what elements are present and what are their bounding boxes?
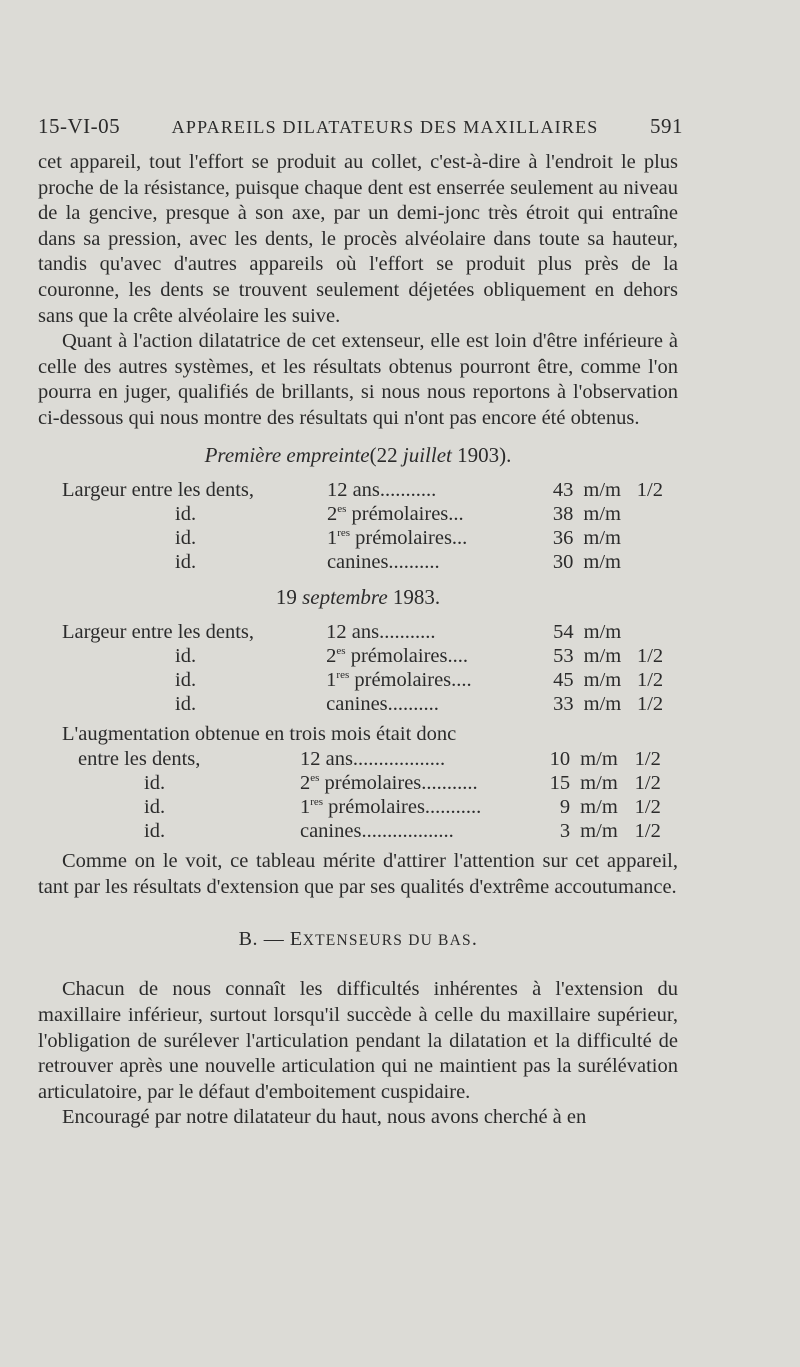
section-initial: E (289, 928, 303, 951)
table1-caption (38, 438, 678, 472)
table-row (78, 747, 678, 771)
measurement-value: 36 (552, 526, 574, 549)
table-row (78, 819, 678, 843)
row-label: Largeur entre les dents, (62, 620, 255, 643)
description-text: prémolaires... (350, 526, 468, 549)
table-row (62, 550, 678, 574)
ordinal-suffix: es (310, 772, 320, 785)
row-description (300, 771, 520, 795)
measurement-fraction (629, 620, 678, 644)
row-description (327, 526, 527, 550)
table-row (78, 795, 678, 819)
measurement-value: 9 (559, 796, 571, 819)
measurement-fraction (629, 550, 678, 574)
measurement-fraction: 1/2 (634, 748, 661, 771)
description-text: prémolaires.... (349, 668, 472, 691)
description-text: prémolaires... (346, 502, 464, 525)
description-text: prémolaires........... (323, 796, 482, 819)
page-number: 591 (650, 114, 683, 138)
table-row (62, 644, 678, 668)
paragraph-4: Chacun de nous connaît les difficultés inhérentes à l'extension du maxillaire inférieur, surtout lorsqu'il succède à celle du maxillaire supérieur, l'obligation de surélever l'articulation pendant la dilatation et la difficulté de retrouver après une nouvelle articulation qui ne maintient pas la surélévation articulatoire, par le défaut d'emboitement cuspidaire. (38, 978, 678, 1103)
description-text: 12 ans.................. (299, 748, 446, 771)
table1-caption-close: 1903). (451, 442, 512, 467)
measurement-value: 54 (553, 620, 574, 643)
paragraph-2: Quant à l'action dilatatrice de cet extenseur, elle est loin d'être inférieure à celle des autres systèmes, et les résultats obtenus pourront être, comme l'on pourra en juger, qualifiés de brillants, si nous nous reportons à l'observation ci-dessous qui nous montre des résultats qui n'ont pas encore été obtenus. (38, 330, 678, 429)
ordinal-number: 2 (299, 772, 311, 795)
measurement-fraction (629, 502, 678, 526)
row-description (326, 620, 527, 644)
measurement-unit: m/m (580, 796, 618, 819)
measurement-unit: m/m (583, 526, 621, 549)
description-text: prémolaires.... (345, 644, 468, 667)
row-description (327, 478, 527, 502)
measurement-fraction (629, 526, 678, 550)
measurement-value: 38 (552, 502, 574, 525)
description-text: canines.......... (326, 692, 439, 715)
paragraph-3: Comme on le voit, ce tableau mérite d'attirer l'attention sur cet appareil, tant par les résultats d'extension que par ses qualités d'extrême accoutumance. (38, 850, 678, 898)
measurement-unit: m/m (583, 550, 621, 573)
measurement-value: 43 (552, 478, 574, 501)
measurement-fraction: 1/2 (636, 668, 664, 691)
row-label: id. (175, 668, 197, 691)
ordinal-suffix: es (336, 644, 346, 657)
table1-caption-month: juillet (402, 442, 452, 467)
measurement-unit: m/m (583, 644, 622, 667)
measurement-fraction: 1/2 (636, 644, 664, 667)
section-period: . (471, 928, 478, 951)
row-label: id. (175, 526, 197, 549)
row-description (326, 692, 527, 716)
measurement-value: 33 (553, 692, 574, 715)
measurement-value: 3 (559, 820, 571, 843)
table-row (62, 478, 678, 502)
section-heading (38, 928, 678, 951)
table3-intro: L'augmentation obtenue en trois mois était donc (62, 722, 457, 745)
measurement-fraction: 1/2 (636, 692, 664, 715)
ordinal-number: 1 (326, 526, 338, 549)
measurement-unit: m/m (580, 748, 618, 771)
row-label: entre les dents, (78, 748, 201, 771)
paragraph-1: cet appareil, tout l'effort se produit au collet, c'est-à-dire à l'endroit le plus proche de la résistance, puisque chaque dent est enserrée seulement au niveau de la gencive, presque à son axe, par un demi-jonc très étroit qui entraîne dans sa pression, avec les dents, le procès alvéolaire dans toute sa hauteur, tandis qu'avec d'autres appareils où l'effort se produit plus près de la couronne, les dents se trouvent seulement déjetées obliquement en dehors sans que la crête alvéolaire les suive. (38, 151, 678, 327)
row-description (326, 644, 527, 668)
table3 (78, 747, 678, 843)
description-text: canines.................. (299, 820, 454, 843)
ordinal-number: 2 (326, 644, 337, 667)
row-label: id. (175, 502, 197, 525)
measurement-unit: m/m (580, 772, 618, 795)
row-description (326, 668, 527, 692)
table2 (62, 620, 678, 716)
table1-caption-italic: Première empreinte (204, 442, 370, 467)
description-text: prémolaires........... (319, 772, 478, 795)
table-row (62, 526, 678, 550)
measurement-fraction: 1/2 (636, 478, 663, 501)
table-row (62, 692, 678, 716)
table2-caption-month: septembre (302, 584, 388, 609)
ordinal-number: 1 (299, 796, 311, 819)
description-text: 12 ans........... (326, 478, 437, 501)
ordinal-suffix: es (337, 502, 347, 515)
measurement-fraction: 1/2 (634, 820, 661, 843)
ordinal-number: 1 (326, 668, 337, 691)
measurement-fraction: 1/2 (634, 796, 661, 819)
ordinal-suffix: res (337, 526, 351, 539)
description-text: 12 ans........... (326, 620, 436, 643)
measurement-unit: m/m (583, 620, 622, 643)
row-description (327, 550, 527, 574)
table2-caption-num: 19 (275, 584, 303, 609)
table1 (62, 478, 678, 574)
table-row (62, 502, 678, 526)
row-label: id. (144, 820, 166, 843)
table-row (78, 771, 678, 795)
ordinal-number: 2 (326, 502, 338, 525)
measurement-unit: m/m (583, 668, 622, 691)
table1-caption-open: (22 (369, 442, 403, 467)
row-description (300, 795, 520, 819)
table-row (62, 620, 678, 644)
row-description (327, 502, 527, 526)
table2-caption (38, 580, 678, 614)
measurement-unit: m/m (580, 820, 618, 843)
row-label: id. (144, 796, 166, 819)
measurement-value: 15 (549, 772, 571, 795)
ordinal-suffix: res (310, 796, 324, 809)
description-text: canines.......... (326, 550, 440, 573)
ordinal-suffix: res (336, 668, 350, 681)
row-label: id. (175, 550, 197, 573)
measurement-unit: m/m (583, 692, 622, 715)
measurement-value: 30 (552, 550, 574, 573)
table2-caption-year: 1983. (387, 584, 441, 609)
section-rest: XTENSEURS DU BAS (302, 932, 472, 950)
row-label: id. (175, 644, 197, 667)
row-description (300, 747, 520, 771)
header-title: APPAREILS DILATATEURS DES MAXILLAIRES (171, 117, 599, 137)
row-label: id. (175, 692, 197, 715)
running-header (38, 114, 683, 139)
table-row (62, 668, 678, 692)
measurement-value: 53 (553, 644, 574, 667)
section-letter: B. — (238, 928, 290, 951)
measurement-fraction: 1/2 (634, 772, 661, 795)
measurement-unit: m/m (583, 502, 621, 525)
row-label: Largeur entre les dents, (62, 478, 255, 501)
measurement-value: 45 (553, 668, 574, 691)
header-date: 15-VI-05 (38, 114, 121, 138)
measurement-value: 10 (549, 748, 571, 771)
row-description (300, 819, 520, 843)
row-label: id. (144, 772, 166, 795)
paragraph-5: Encouragé par notre dilatateur du haut, nous avons cherché à en (62, 1106, 587, 1129)
page-body (38, 150, 678, 1131)
measurement-unit: m/m (583, 478, 621, 501)
